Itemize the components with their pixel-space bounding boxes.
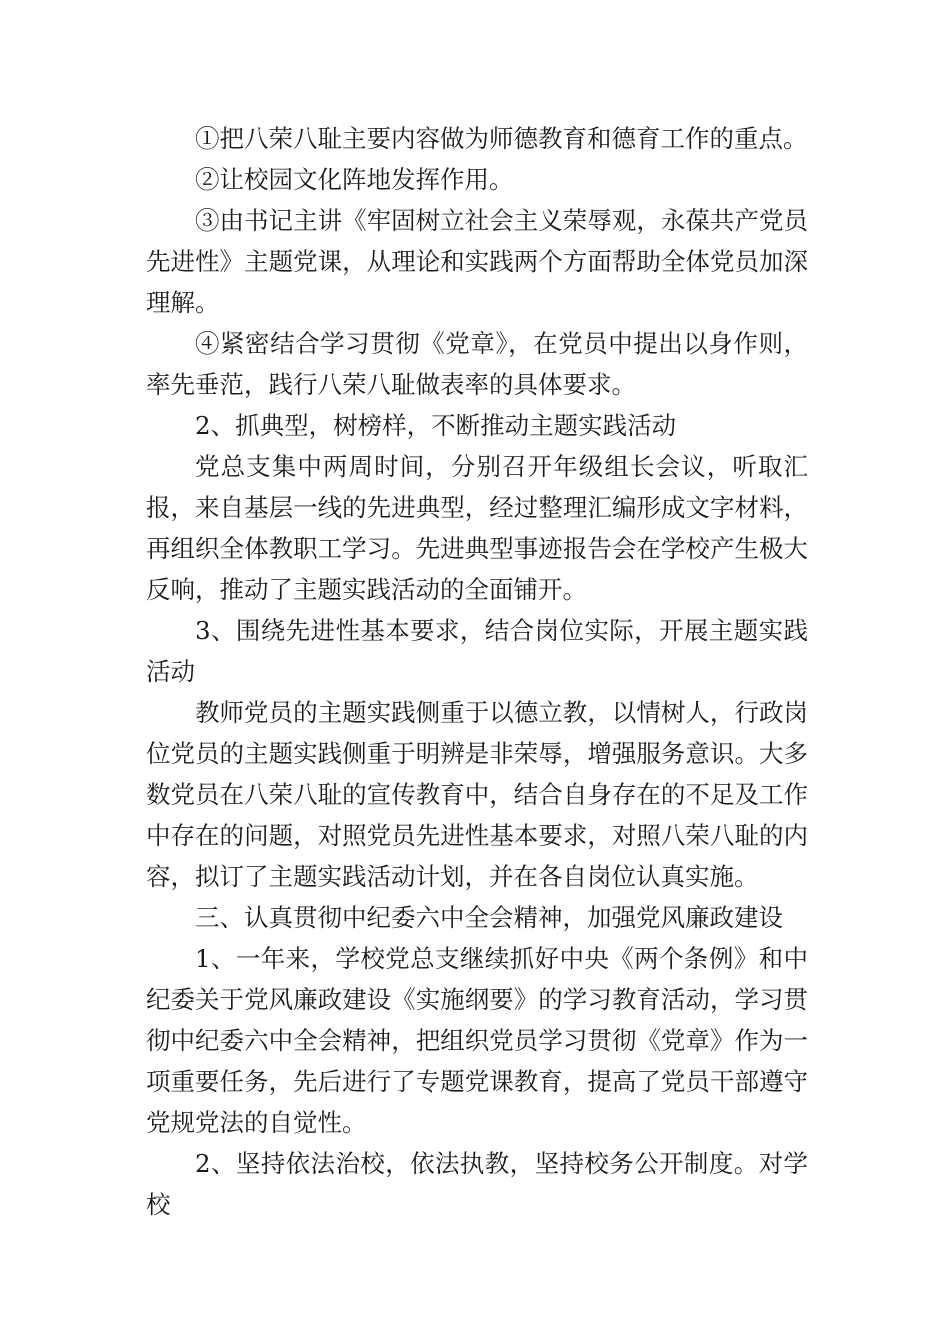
document-body	[146, 118, 808, 1225]
paragraph-8: 教师党员的主题实践侧重于以德立教，以情树人，行政岗位党员的主题实践侧重于明辨是非荣辱，增强服务意识。大多数党员在八荣八耻的宣传教育中，结合自身存在的不足及工作中存在的问题，对照党员先进性基本要求，对照八荣八耻的内容，拟订了主题实践活动计划，并在各自岗位认真实施。	[146, 698, 808, 891]
paragraph-1: ①把八荣八耻主要内容做为师德教育和德育工作的重点。	[195, 124, 808, 153]
section-heading-2: 2、抓典型，树榜样，不断推动主题实践活动	[195, 411, 677, 440]
paragraph-4: ④紧密结合学习贯彻《党章》，在党员中提出以身作则，率先垂范，践行八荣八耻做表率的具体要求。	[146, 329, 808, 399]
paragraph-3: ③由书记主讲《牢固树立社会主义荣辱观，永葆共产党员先进性》主题党课，从理论和实践两个方面帮助全体党员加深理解。	[146, 206, 808, 317]
paragraph-6: 党总支集中两周时间，分别召开年级组长会议，听取汇报，来自基层一线的先进典型，经过整理汇编形成文字材料，再组织全体教职工学习。先进典型事迹报告会在学校产生极大反响，推动了主题实践活动的全面铺开。	[146, 452, 808, 604]
paragraph-2: ②让校园文化阵地发挥作用。	[195, 165, 514, 194]
chapter-heading-3: 三、认真贯彻中纪委六中全会精神，加强党风廉政建设	[195, 903, 783, 932]
paragraph-10: 1、一年来，学校党总支继续抓好中央《两个条例》和中纪委关于党风廉政建设《实施纲要》的学习教育活动，学习贯彻中纪委六中全会精神，把组织党员学习贯彻《党章》作为一项重要任务，先后进行了专题党课教育，提高了党员干部遵守党规党法的自觉性。	[146, 944, 808, 1137]
paragraph-11: 2、坚持依法治校，依法执教，坚持校务公开制度。对学校	[146, 1149, 808, 1219]
section-heading-3: 3、围绕先进性基本要求，结合岗位实际，开展主题实践活动	[146, 616, 808, 686]
